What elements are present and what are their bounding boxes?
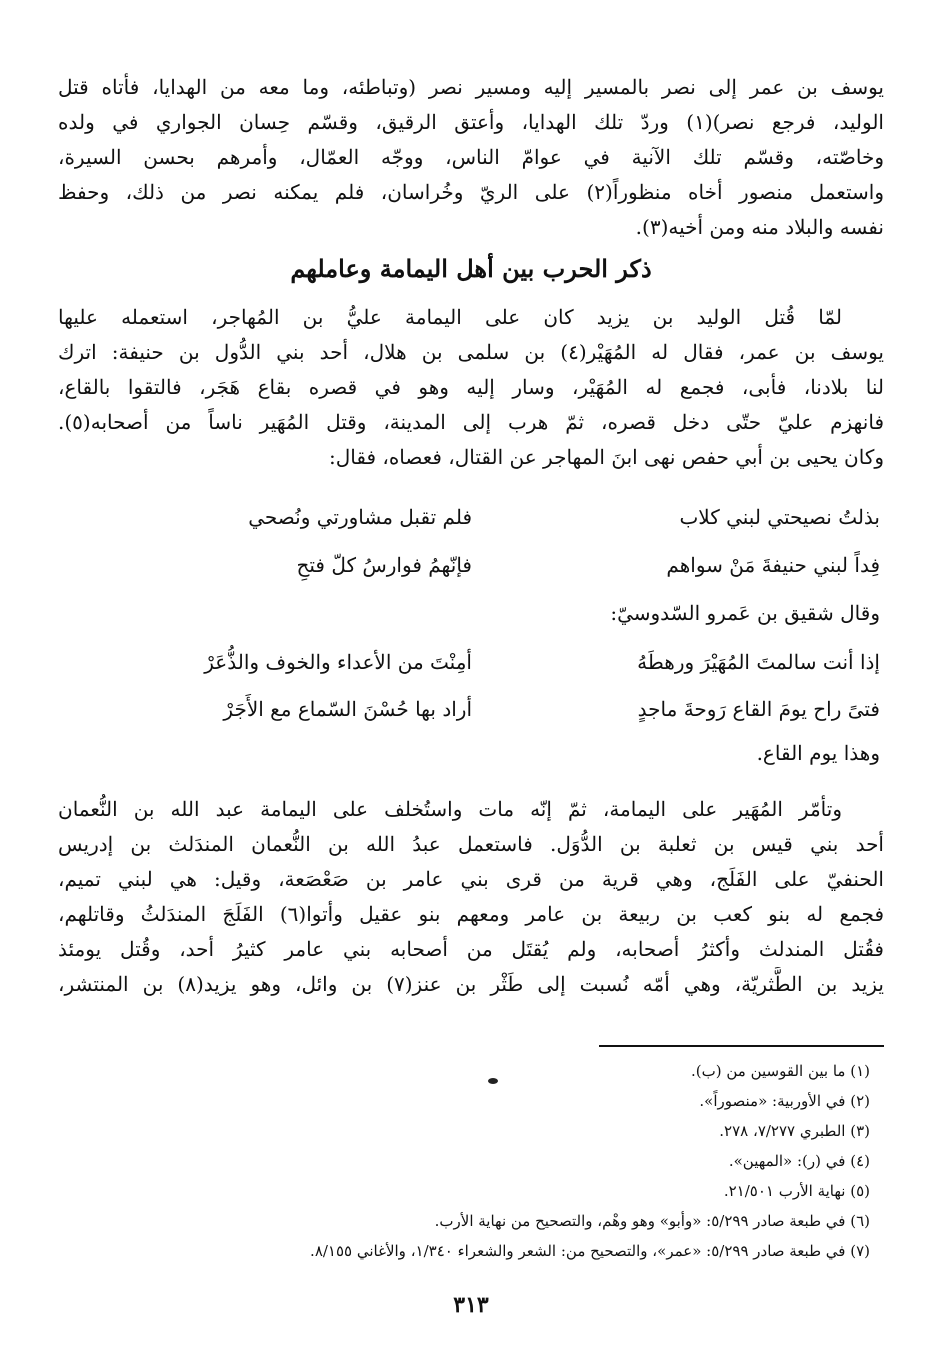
text-line: نفسه والبلاد منه ومن أخيه(٣). bbox=[635, 215, 884, 239]
text-line: وهذا يوم القاع. bbox=[756, 741, 880, 765]
text-line: يوسف بن عمر إلى نصر بالمسير إليه ومسير نصر (وتباطئه، وما معه من الهدايا، فأتاه قتل bbox=[58, 75, 884, 99]
ink-mark bbox=[488, 1078, 498, 1084]
verse-hemistich-right: بذلتُ نصيحتي لبني كلاب bbox=[679, 505, 880, 529]
verse-hemistich-left: فإنّهمُ فوارسُ كلّ فتحِ bbox=[296, 553, 472, 577]
text-line: واستعمل منصور أخاه منظوراً(٢) على الريّ وخُراسان، فلم يمكنه نصر من ذلك، وحفظ bbox=[58, 180, 884, 204]
text-line: يوسف بن عمر، فقال له المُهَيْر(٤) بن سلمى بن هلال، أحد بني الدُّول بن حنيفة: اترك bbox=[58, 340, 884, 364]
text-line: أحد بني قيس بن ثعلبة بن الدُّوَل. فاستعمل عبدُ الله بن النُّعمان المندَلث بن إدريس bbox=[58, 832, 884, 856]
text-line: فقُتل المندلث وأكثرُ أصحابه، ولم يُقتَل من أصحابه بني عامر كثيرُ أحد، وقُتل يومئذ bbox=[58, 937, 884, 961]
text-line: فجمع له بنو كعب بن ربيعة بن عامر ومعهم بنو عقيل وأتوا(٦) الفَلَجَ المندَلثُ وقاتلهم، bbox=[58, 902, 884, 926]
verse-hemistich-right: إذا أنت سالمتَ المُهَيْرَ ورهطَهُ bbox=[637, 650, 880, 674]
page-number: ٣١٣ bbox=[453, 1292, 489, 1318]
text-line: وكان يحيى بن أبي حفص نهى ابنَ المهاجر عن القتال، فعصاه، فقال: bbox=[328, 445, 884, 469]
text-line: وتأمّر المُهَير على اليمامة، ثمّ إنّه مات واستُخلف على اليمامة عبد الله بن النُّعمان bbox=[58, 797, 842, 821]
section-heading: ذكر الحرب بين أهل اليمامة وعاملهم bbox=[290, 254, 652, 283]
verse-hemistich-right: فتىً راح يومَ القاع رَوحةَ ماجدٍ bbox=[637, 697, 880, 721]
footnote: (٣) الطبري ٧/٢٧٧، ٢٧٨. bbox=[719, 1122, 870, 1140]
footnote-divider bbox=[599, 1045, 884, 1047]
text-line: لمّا قُتل الوليد بن يزيد كان على اليمامة عليُّ بن المُهاجر، استعمله عليها bbox=[58, 305, 842, 329]
verse-hemistich-right: فِداً لبني حنيفةَ مَنْ سواهم bbox=[666, 553, 880, 577]
text-line: وخاصّته، وقسّم تلك الآنية في عوامّ الناس، ووجّه العمّال، وأمرهم بحسن السيرة، bbox=[58, 145, 884, 169]
footnote: (٧) في طبعة صادر ٥/٢٩٩: «عمر»، والتصحيح من: الشعر والشعراء ١/٣٤٠، والأغاني ٨/١٥٥. bbox=[310, 1242, 870, 1260]
text-line: يزيد بن الطَّثريّة، وهي أمّه نُسبت إلى طَثْر بن عنز(٧) بن وائل، وهو يزيد(٨) بن المنتشر، bbox=[58, 972, 884, 996]
verse-intro: وقال شقيق بن عَمرو السّدوسيّ: bbox=[610, 601, 880, 625]
text-line: لنا بلادنا، فأبى، فجمع له المُهَيْر، وسار إليه وهو في قصره بقاع هَجَر، فالتقوا بالقاع، bbox=[58, 375, 884, 399]
text-line: فانهزم عليّ حتّى دخل قصره، ثمّ هرب إلى المدينة، وقتل المُهَير ناساً من أصحابه(٥). bbox=[58, 410, 884, 434]
footnote: (٦) في طبعة صادر ٥/٢٩٩: «وأبو» وهو وهْم، والتصحيح من نهاية الأرب. bbox=[434, 1212, 870, 1230]
footnote: (٤) في (ر): «المهين». bbox=[728, 1152, 870, 1170]
text-line: الحنفيّ على الفَلَج، وهي قرية من قرى بني عامر بن صَعْصَعة، وقيل: هي لبني تميم، bbox=[58, 867, 884, 891]
verse-hemistich-left: أراد بها حُسْنَ السّماع مع الأَجَرْ bbox=[223, 697, 472, 721]
verse-hemistich-left: أمِنْتَ من الأعداء والخوف والذُّعَرْ bbox=[204, 650, 472, 674]
footnote: (٥) نهاية الأرب ٢١/٥٠١. bbox=[723, 1182, 870, 1200]
footnote: (١) ما بين القوسين من (ب). bbox=[691, 1062, 870, 1080]
verse-hemistich-left: فلم تقبل مشاورتي ونُصحي bbox=[248, 505, 472, 529]
footnote: (٢) في الأوربية: «منصوراً». bbox=[699, 1092, 870, 1110]
text-line: الوليد، فرجع نصر)(١) وردّ تلك الهدايا، وأعتق الرقيق، وقسّم حِسان الجواري في ولده bbox=[58, 110, 884, 134]
